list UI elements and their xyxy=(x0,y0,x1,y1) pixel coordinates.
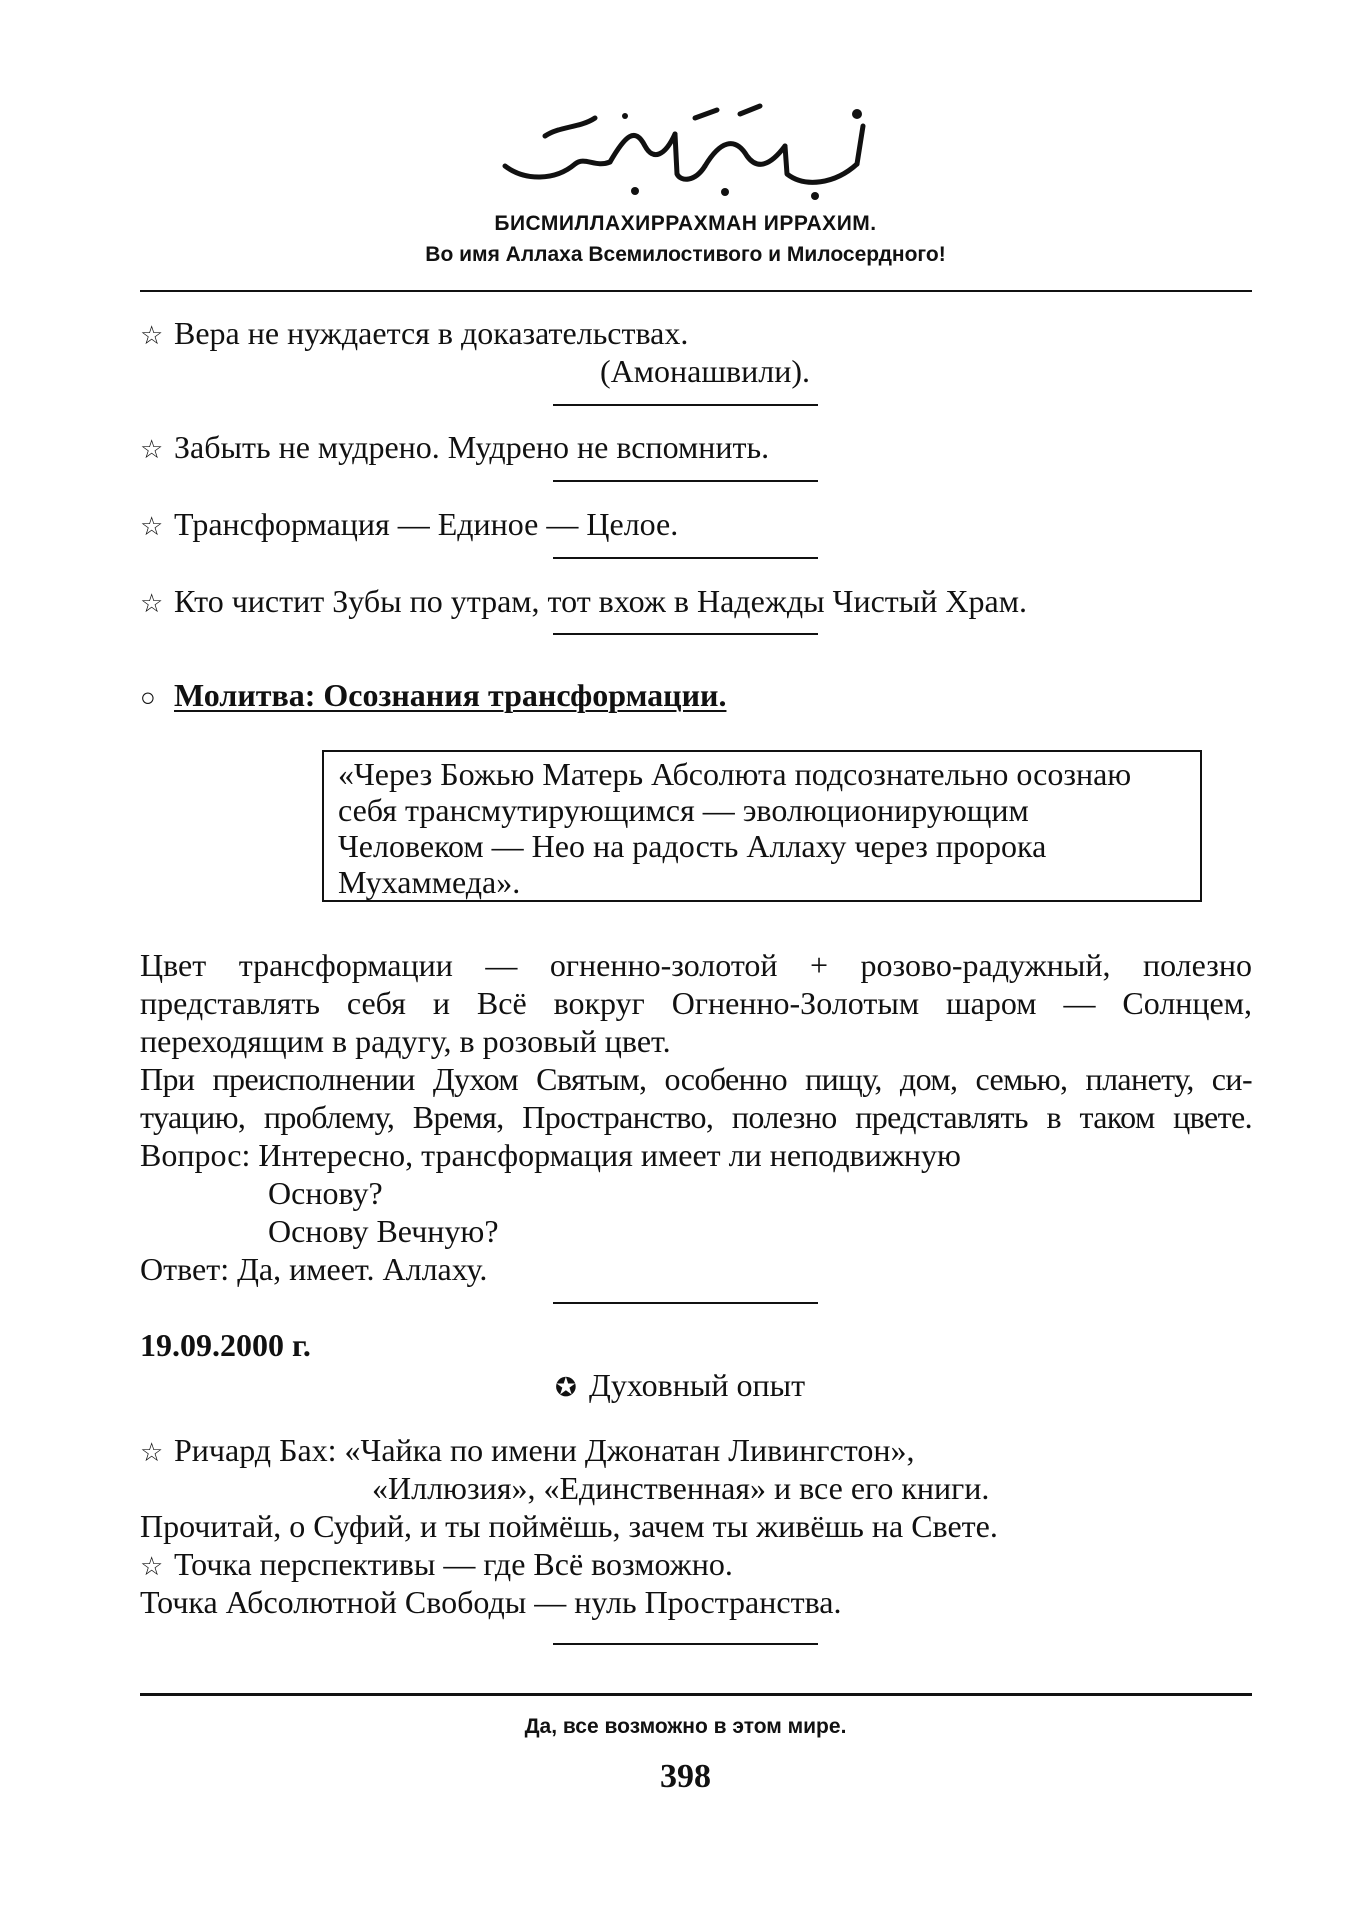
prayer-heading xyxy=(140,676,726,717)
saying-1 xyxy=(140,314,688,355)
saying-text: Кто чистит Зубы по утрам, тот вхож в Надежды Чистый Храм. xyxy=(174,583,1027,619)
entry-line-1 xyxy=(140,1431,914,1472)
circle-icon: ○ xyxy=(140,683,156,712)
entry-line: Точка перспективы — где Всё возможно. xyxy=(174,1546,733,1582)
saying-text: Трансформация — Единое — Целое. xyxy=(174,506,679,542)
paragraph-holy-spirit xyxy=(140,1060,1252,1136)
star-icon: ☆ xyxy=(140,589,164,618)
saying-3 xyxy=(140,505,678,546)
paragraph-color xyxy=(140,946,1252,1060)
paragraph-line: При преисполнении Духом Святым, особенно пищу, дом, семью, планету, си- xyxy=(140,1061,1252,1097)
prayer-line: «Через Божью Матерь Абсолюта подсознательно осознаю xyxy=(338,756,1132,792)
footer-rule xyxy=(140,1693,1252,1696)
entry-line-2: «Иллюзия», «Единственная» и все его книги. xyxy=(372,1470,990,1506)
question-label: Вопрос: xyxy=(140,1137,251,1173)
saying-text: Забыть не мудрено. Мудрено не вспомнить. xyxy=(174,429,770,465)
entry-line-3: Прочитай, о Суфий, и ты поймёшь, зачем ты живёшь на Свете. xyxy=(140,1508,998,1544)
entry-line: Ричард Бах: «Чайка по имени Джонатан Ливингстон», xyxy=(174,1432,915,1468)
entry-heading xyxy=(555,1366,805,1407)
entry-line-5: Точка Абсолютной Свободы — нуль Пространства. xyxy=(140,1584,842,1620)
bismillah-calligraphy-icon xyxy=(485,96,885,204)
page-number: 398 xyxy=(660,1758,711,1795)
paragraph-line: переходящим в радугу, в розовый цвет. xyxy=(140,1023,671,1059)
saying-text: Вера не нуждается в доказательствах. xyxy=(174,315,689,351)
prayer-line: себя трансмутирующимся — эволюционирующим xyxy=(338,792,1029,828)
entry-date: 19.09.2000 г. xyxy=(140,1327,311,1363)
question xyxy=(140,1136,961,1174)
answer-text: Да, имеет. Аллаху. xyxy=(237,1251,488,1287)
saying-2 xyxy=(140,428,769,469)
separator-rule xyxy=(553,404,818,406)
separator-rule xyxy=(553,557,818,559)
star-icon: ☆ xyxy=(140,321,164,350)
star-circle-icon: ✪ xyxy=(555,1373,577,1402)
separator-rule xyxy=(553,1643,818,1645)
answer xyxy=(140,1250,487,1288)
entry-heading-text: Духовный опыт xyxy=(589,1367,806,1403)
separator-rule xyxy=(553,1302,818,1304)
answer-label: Ответ: xyxy=(140,1251,230,1287)
star-icon: ☆ xyxy=(140,1552,164,1581)
header-title: БИСМИЛЛАХИРРАХМАН ИРРАХИМ. xyxy=(494,212,877,235)
paragraph-line: Цвет трансформации — огненно-золотой + розово-радужный, полезно xyxy=(140,947,1252,983)
saying-1-author: (Амонашвили). xyxy=(600,353,810,389)
footer-note: Да, все возможно в этом мире. xyxy=(524,1715,847,1738)
separator-rule xyxy=(553,480,818,482)
prayer-box xyxy=(322,750,1202,902)
paragraph-line: представлять себя и Всё вокруг Огненно-Золотым шаром — Солнцем, xyxy=(140,985,1252,1021)
prayer-line: Человеком — Нео на радость Аллаху через пророка xyxy=(338,828,1047,864)
question-line: Основу? xyxy=(268,1175,383,1211)
header-subtitle: Во имя Аллаха Всемилостивого и Милосердного! xyxy=(425,243,946,266)
star-icon: ☆ xyxy=(140,512,164,541)
entry-line-4 xyxy=(140,1545,733,1586)
header-rule xyxy=(140,290,1252,292)
prayer-title: Молитва: Осознания трансформации. xyxy=(174,677,727,713)
star-icon: ☆ xyxy=(140,1438,164,1467)
paragraph-line: туацию, проблему, Время, Пространство, полезно представлять в таком цвете. xyxy=(140,1099,1252,1135)
separator-rule xyxy=(553,633,818,635)
star-icon: ☆ xyxy=(140,435,164,464)
question-line: Интересно, трансформация имеет ли неподвижную xyxy=(258,1137,961,1173)
prayer-line: Мухаммеда». xyxy=(338,864,521,900)
saying-4 xyxy=(140,582,1027,623)
question-line: Основу Вечную? xyxy=(268,1213,499,1249)
